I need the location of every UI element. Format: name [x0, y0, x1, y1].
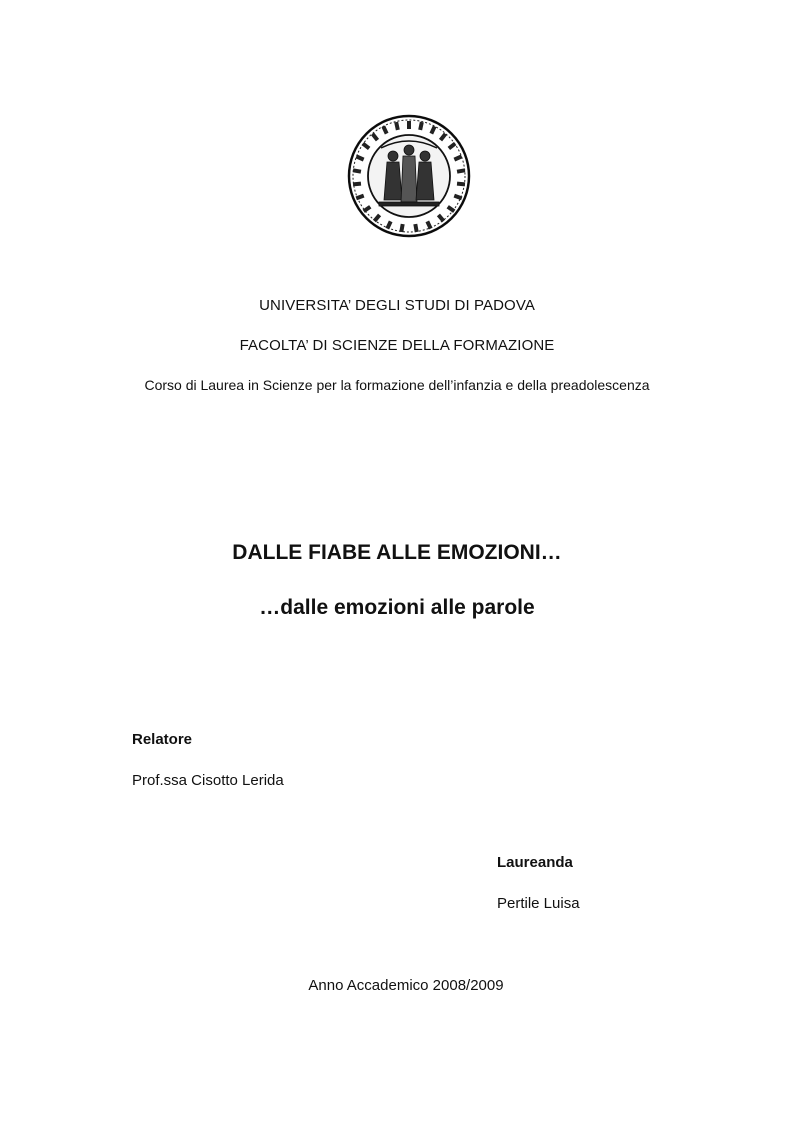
thesis-subtitle: …dalle emozioni alle parole [259, 596, 535, 619]
course-name: Corso di Laurea in Scienze per la formazione dell’infanzia e della preadolescenza [144, 377, 650, 393]
university-seal-icon [347, 114, 471, 238]
university-name: UNIVERSITA’ DEGLI STUDI DI PADOVA [259, 297, 535, 314]
supervisor-name: Prof.ssa Cisotto Lerida [132, 772, 284, 789]
thesis-title: DALLE FIABE ALLE EMOZIONI… [232, 541, 562, 564]
candidate-name: Pertile Luisa [497, 895, 580, 912]
supervisor-label: Relatore [132, 731, 193, 748]
faculty-name: FACOLTA’ DI SCIENZE DELLA FORMAZIONE [239, 337, 555, 354]
academic-year: Anno Accademico 2008/2009 [308, 977, 504, 994]
candidate-label: Laureanda [497, 854, 573, 871]
